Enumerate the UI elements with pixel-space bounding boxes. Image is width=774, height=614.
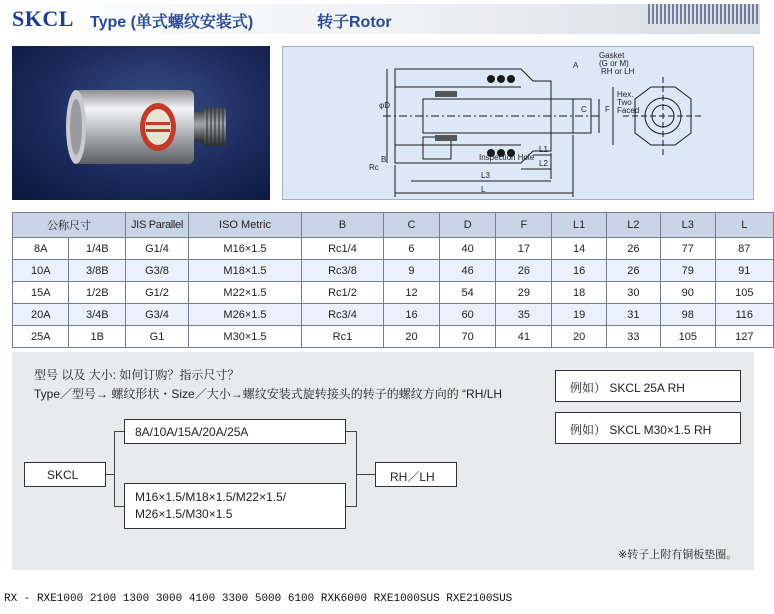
cell: 26 xyxy=(606,260,660,282)
cell: 1B xyxy=(69,326,126,348)
cell: G1/2 xyxy=(126,282,189,304)
cell: Rc1/2 xyxy=(302,282,384,304)
cell: M16×1.5 xyxy=(188,238,301,260)
cell: M22×1.5 xyxy=(188,282,301,304)
cell: 91 xyxy=(715,260,773,282)
cell: 18 xyxy=(552,282,606,304)
connector xyxy=(356,474,375,475)
th-jis: JIS Parallel xyxy=(126,213,189,238)
gasket-sub-label: (G or M) xyxy=(599,59,629,68)
title-rotor: 转子Rotor xyxy=(317,14,392,31)
cell: Rc3/4 xyxy=(302,304,384,326)
table-row xyxy=(13,238,774,260)
b-label: B xyxy=(381,155,387,164)
cell: 8A xyxy=(13,238,69,260)
a-label: A xyxy=(573,61,579,70)
example-box-2 xyxy=(555,412,741,444)
cell: 1/4B xyxy=(69,238,126,260)
cell: 16 xyxy=(552,260,606,282)
rh-lh-box xyxy=(375,462,457,487)
cell: G1 xyxy=(126,326,189,348)
example-box-1 xyxy=(555,370,741,402)
cell: 105 xyxy=(715,282,773,304)
order-description: Type／型号→ 螺纹形状・Size／大小→螺纹安装式旋转接头的转子的螺纹方向的 “RH/LH xyxy=(34,387,503,401)
cell: 35 xyxy=(496,304,552,326)
cell: 70 xyxy=(440,326,496,348)
th-l2: L2 xyxy=(606,213,660,238)
product-photo xyxy=(12,46,270,200)
rh-lh-label: RH or LH xyxy=(601,67,635,76)
cell: 20 xyxy=(383,326,439,348)
cell: Rc1/4 xyxy=(302,238,384,260)
cell: 26 xyxy=(606,238,660,260)
table-row xyxy=(13,304,774,326)
footer-model-list: RX - RXE1000 2100 1300 3000 4100 3300 5000 6100 RXK6000 RXE1000SUS RXE2100SUS xyxy=(4,593,513,605)
size-m-line2: M26×1.5/M30×1.5 xyxy=(135,507,233,521)
connector xyxy=(114,506,124,507)
size-a-text: 8A/10A/15A/20A/25A xyxy=(135,425,249,439)
cell: 15A xyxy=(13,282,69,304)
l-label: L xyxy=(481,185,486,194)
cell: 29 xyxy=(496,282,552,304)
cell: 46 xyxy=(440,260,496,282)
example-2-text: 例如） SKCL M30×1.5 RH xyxy=(570,423,712,437)
connector xyxy=(346,431,356,432)
skcl-box xyxy=(24,462,106,487)
cell: 79 xyxy=(661,260,716,282)
f-label: F xyxy=(605,105,610,114)
cell: M26×1.5 xyxy=(188,304,301,326)
cell: 31 xyxy=(606,304,660,326)
cell: 105 xyxy=(661,326,716,348)
th-l: L xyxy=(715,213,773,238)
cell: Rc3/8 xyxy=(302,260,384,282)
cell: 98 xyxy=(661,304,716,326)
cell: 12 xyxy=(383,282,439,304)
cell: 54 xyxy=(440,282,496,304)
connector xyxy=(114,431,124,432)
cell: 41 xyxy=(496,326,552,348)
technical-drawing xyxy=(282,46,754,200)
cell: 3/8B xyxy=(69,260,126,282)
cell: G3/8 xyxy=(126,260,189,282)
cell: 6 xyxy=(383,238,439,260)
cell: G1/4 xyxy=(126,238,189,260)
cell: 20A xyxy=(13,304,69,326)
gasket-label: Gasket xyxy=(599,51,625,60)
cell: 19 xyxy=(552,304,606,326)
cell: 20 xyxy=(552,326,606,348)
cell: 87 xyxy=(715,238,773,260)
cell: 30 xyxy=(606,282,660,304)
cell: Rc1 xyxy=(302,326,384,348)
cell: 40 xyxy=(440,238,496,260)
skcl-text: SKCL xyxy=(47,468,79,482)
th-b: B xyxy=(302,213,384,238)
cell: 1/2B xyxy=(69,282,126,304)
connector xyxy=(346,506,356,507)
header-stripes xyxy=(648,4,758,24)
cell: 9 xyxy=(383,260,439,282)
table-row xyxy=(13,282,774,304)
cell: 25A xyxy=(13,326,69,348)
c-label: C xyxy=(581,105,587,114)
cell: G3/4 xyxy=(126,304,189,326)
cell: 14 xyxy=(552,238,606,260)
cell: M18×1.5 xyxy=(188,260,301,282)
cell: 127 xyxy=(715,326,773,348)
table-row xyxy=(13,260,774,282)
th-l3: L3 xyxy=(661,213,716,238)
size-a-box xyxy=(124,419,346,444)
th-iso: ISO Metric xyxy=(188,213,301,238)
title-type: Type (单式螺纹安装式) xyxy=(90,14,254,31)
hex-label: Hex. Two Faced xyxy=(617,90,640,115)
cell: 60 xyxy=(440,304,496,326)
inspection-hole-label: Inspection Hole xyxy=(479,153,535,162)
d-label: φD xyxy=(379,101,390,110)
cell: 33 xyxy=(606,326,660,348)
cell: 3/4B xyxy=(69,304,126,326)
th-d: D xyxy=(440,213,496,238)
cell: M30×1.5 xyxy=(188,326,301,348)
th-f: F xyxy=(496,213,552,238)
cell: 77 xyxy=(661,238,716,260)
connector xyxy=(114,431,115,507)
table-row xyxy=(13,326,774,348)
order-question: 型号 以及 大小: 如何订购？指示尺寸？ xyxy=(34,368,240,382)
connector xyxy=(356,431,357,507)
page-title: SKCL xyxy=(12,6,74,31)
cell: 26 xyxy=(496,260,552,282)
l1-label: L1 xyxy=(539,145,548,154)
cell: 116 xyxy=(715,304,773,326)
th-l1: L1 xyxy=(552,213,606,238)
l3-label: L3 xyxy=(481,171,490,180)
size-m-box xyxy=(124,483,346,529)
table-header-row xyxy=(13,213,774,238)
cell: 16 xyxy=(383,304,439,326)
size-m-line1: M16×1.5/M18×1.5/M22×1.5/ xyxy=(135,490,287,504)
spec-table xyxy=(12,212,774,348)
cell: 17 xyxy=(496,238,552,260)
note-text: ※转子上附有铜板垫圈。 xyxy=(618,549,738,561)
example-1-text: 例如） SKCL 25A RH xyxy=(570,381,685,395)
ordering-panel xyxy=(12,352,754,570)
cell: 10A xyxy=(13,260,69,282)
rc-label: Rc xyxy=(369,163,379,172)
th-nominal: 公称尺寸 xyxy=(13,213,126,238)
cell: 90 xyxy=(661,282,716,304)
connector xyxy=(106,474,114,475)
th-c: C xyxy=(383,213,439,238)
rh-lh-text: RH／LH xyxy=(390,470,435,484)
l2-label: L2 xyxy=(539,159,548,168)
